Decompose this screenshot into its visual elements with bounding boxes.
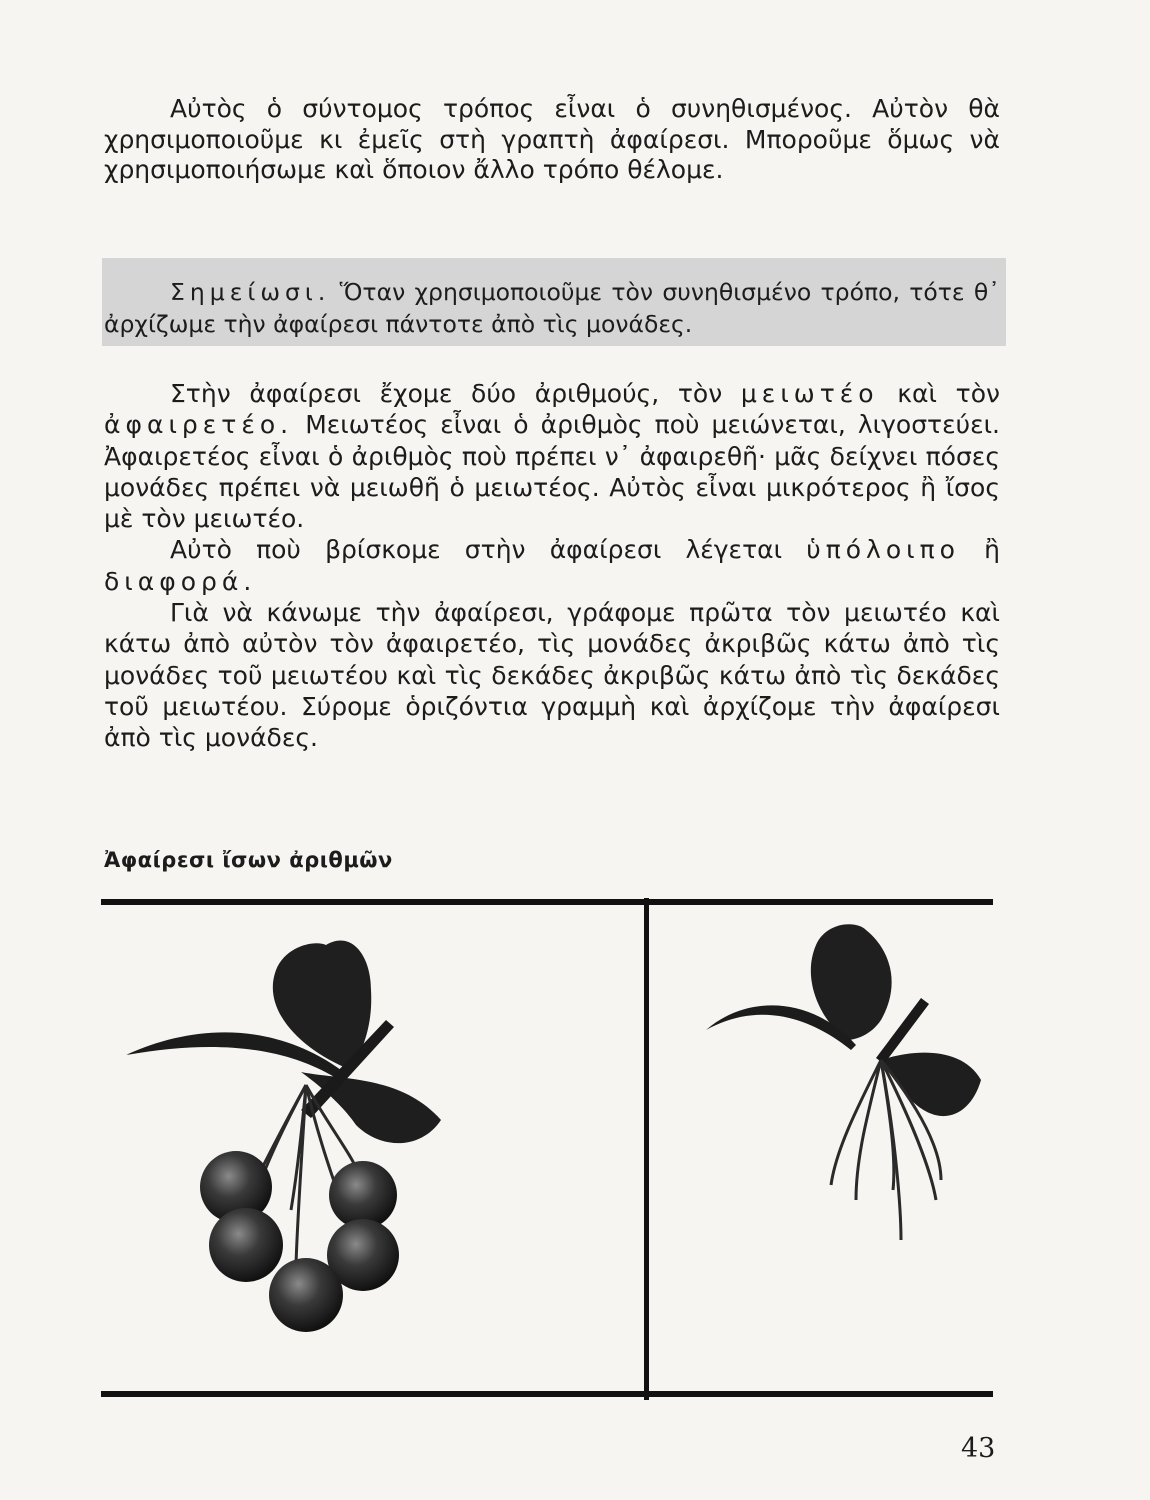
stem [856,1060,881,1200]
text-span: καὶ τὸν [897,379,1000,408]
text-span: ἢ [984,535,1000,565]
leaf-right [881,1053,981,1116]
cherries-bunch-illustration [101,900,641,1390]
section-heading: Ἀφαίρεσι ἴσων ἀριθμῶν [104,848,393,872]
text-span: Αὐτὸ ποὺ βρίσκομε στὴν ἀφαίρεσι λέγεται [170,535,783,565]
intro-text: Αὐτὸς ὁ σύντομος τρόπος εἶναι ὁ συνηθισμένος. Αὐτὸν θὰ χρησιμοποιοῦμε κι ἐμεῖς στὴ γραπτὴ ἀφαίρεσι. Μποροῦμε ὅμως νὰ χρησιμοποιήσωμε καὶ ὅποιον ἄλλο τρόπο θέλομε. [104,94,1000,184]
empty-stems-illustration [651,900,991,1390]
figure-frame [101,895,993,1405]
term-difference: διαφορά. [104,566,257,596]
paragraph-method [104,597,1000,753]
stem [831,1060,881,1185]
paragraph-remainder [104,534,1000,597]
note-text: Ὅταν χρησιμοποιοῦμε τὸν συνηθισμένο τρόπο, τότε θ᾽ ἀρχίζωμε τὴν ἀφαίρεσι πάντοτε ἀπὸ τὶς μονάδες. [104,278,1000,338]
note-paragraph [104,276,1000,340]
cherry [209,1208,283,1282]
figure-divider [644,898,649,1400]
term-subtrahend: ἀφαιρετέο. [104,410,294,440]
term-minuend: μειωτέο [740,379,879,408]
paragraph-terms [104,378,1000,534]
term-remainder: ὑπόλοιπο [806,535,960,565]
note-label: Σημείωσι. [170,278,331,306]
cherry [269,1258,343,1332]
figure-bottom-rule [101,1391,993,1397]
leaf-right [301,1072,441,1143]
note-box [102,258,1006,346]
text-span: Στὴν ἀφαίρεσι ἔχομε δύο ἀριθμούς, τὸν [170,379,723,408]
main-text [104,378,1000,754]
page-number: 43 [961,1433,996,1464]
intro-paragraph [104,94,1000,186]
text-span: Μειωτέος εἶναι ὁ ἀριθμὸς ποὺ μειώνεται, λιγοστεύει. Ἀφαιρετέος εἶναι ὁ ἀριθμὸς ποὺ πρέπει ν᾽ ἀφαιρεθῆ· μᾶς δείχνει πόσες μονάδες πρέπει νὰ μειωθῆ ὁ μειωτέος. Αὐτὸς εἶναι μικρότερος ἢ ἴσος μὲ τὸν μειωτέο. [104,410,1000,534]
text-span: Γιὰ νὰ κάνωμε τὴν ἀφαίρεσι, γράφομε πρῶτα τὸν μειωτέο καὶ κάτω ἀπὸ αὐτὸν τὸν ἀφαιρετέο, τὶς μονάδες ἀκριβῶς κάτω ἀπὸ τὶς μονάδες τοῦ μειωτέου καὶ τὶς δεκάδες ἀκριβῶς κάτω ἀπὸ τὶς δεκάδες τοῦ μειωτέου. Σύρομε ὁριζόντια γραμμὴ καὶ ἀρχίζομε τὴν ἀφαίρεσι ἀπὸ τὶς μονάδες. [104,598,1000,753]
cherry [329,1161,397,1229]
